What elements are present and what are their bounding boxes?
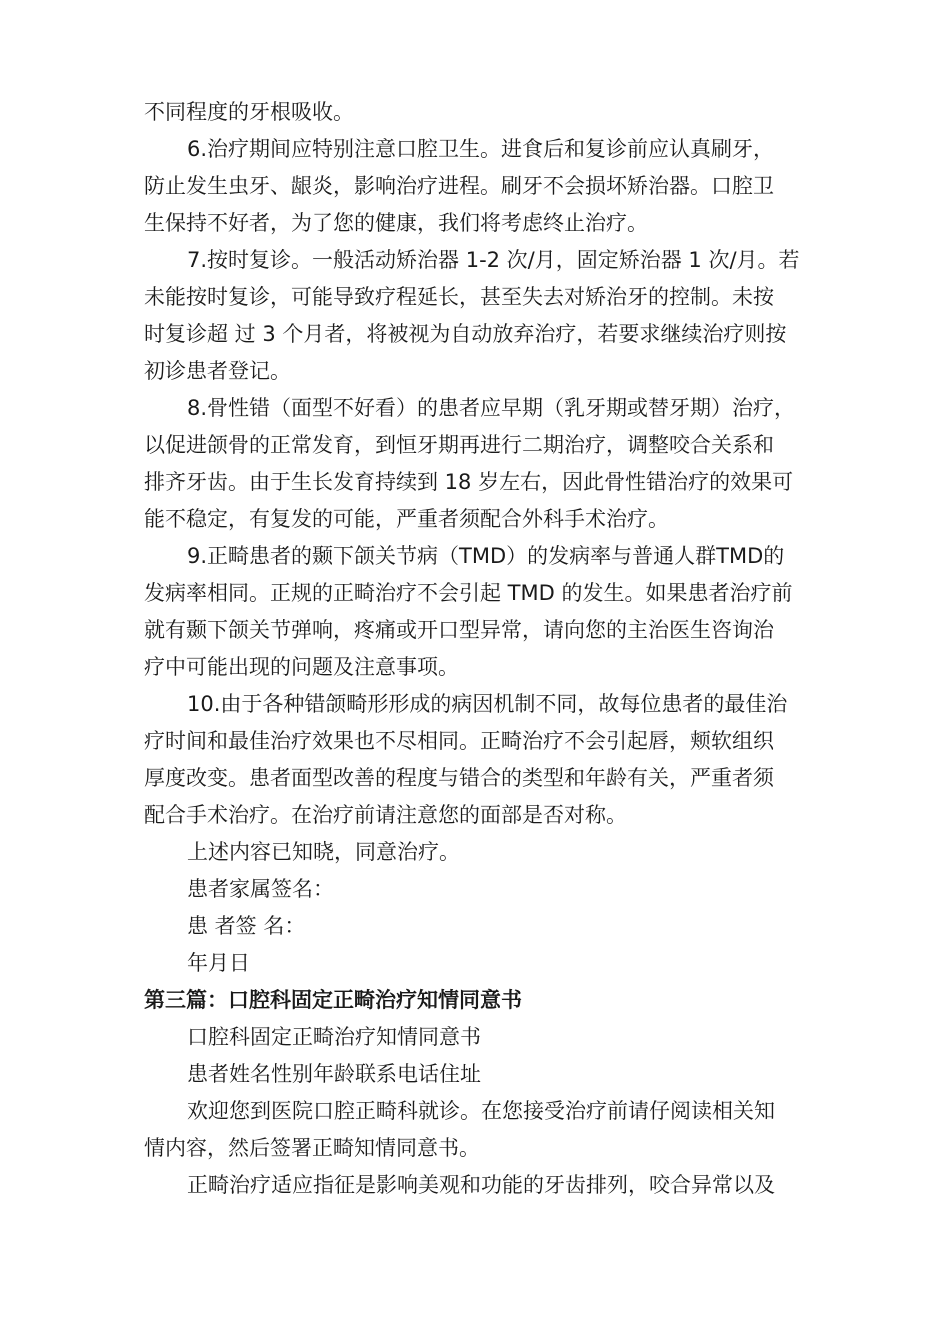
item-10-text: 10.由于各种错颌畸形形成的病因机制不同，故每位患者的最佳治 xyxy=(187,692,788,716)
welcome-text: 欢迎您到医院口腔正畸科就诊。在您接受治疗前请仔阅读相关知 xyxy=(187,1099,775,1123)
text-line: 防止发生虫牙、龈炎，影响治疗进程。刷牙不会损坏矫治器。口腔卫 xyxy=(144,174,774,198)
date-label: 年月日 xyxy=(187,951,250,975)
item-7-text: 7.按时复诊。一般活动矫治器 1-2 次/月，固定矫治器 1 次/月。若 xyxy=(187,248,800,272)
text-line: 发病率相同。正规的正畸治疗不会引起 TMD 的发生。如果患者治疗前 xyxy=(144,581,793,605)
item-9-text: 9.正畸患者的颞下颌关节病（TMD）的发病率与普通人群TMD的 xyxy=(187,544,785,568)
document-page xyxy=(144,94,810,1204)
text-line: 疗时间和最佳治疗效果也不尽相同。正畸治疗不会引起唇，颊软组织 xyxy=(144,729,774,753)
text-line: 疗中可能出现的问题及注意事项。 xyxy=(144,655,459,679)
item-8-text: 8.骨性错（面型不好看）的患者应早期（乳牙期或替牙期）治疗， xyxy=(187,396,796,420)
text-line: 生保持不好者，为了您的健康，我们将考虑终止治疗。 xyxy=(144,211,648,235)
form-title: 口腔科固定正畸治疗知情同意书 xyxy=(187,1025,481,1049)
text-line: 能不稳定，有复发的可能，严重者须配合外科手术治疗。 xyxy=(144,507,669,531)
family-signature-label: 患者家属签名： xyxy=(187,877,334,901)
indication-text: 正畸治疗适应指征是影响美观和功能的牙齿排列，咬合异常以及 xyxy=(187,1173,775,1197)
section-heading: 第三篇：口腔科固定正畸治疗知情同意书 xyxy=(144,988,522,1012)
consent-statement: 上述内容已知晓，同意治疗。 xyxy=(187,840,460,864)
text-line: 情内容，然后签署正畸知情同意书。 xyxy=(144,1136,480,1160)
text-line: 初诊患者登记。 xyxy=(144,359,291,383)
text-line: 以促进颌骨的正常发育，到恒牙期再进行二期治疗，调整咬合关系和 xyxy=(144,433,774,457)
text-line: 就有颞下颌关节弹响，疼痛或开口型异常，请向您的主治医生咨询治 xyxy=(144,618,774,642)
text-line: 排齐牙齿。由于生长发育持续到 18 岁左右，因此骨性错治疗的效果可 xyxy=(144,470,794,494)
text-line: 不同程度的牙根吸收。 xyxy=(144,100,354,124)
text-line: 厚度改变。患者面型改善的程度与错合的类型和年龄有关，严重者须 xyxy=(144,766,774,790)
text-line: 时复诊超 过 3 个月者，将被视为自动放弃治疗，若要求继续治疗则按 xyxy=(144,322,787,346)
text-line: 配合手术治疗。在治疗前请注意您的面部是否对称。 xyxy=(144,803,627,827)
item-6-text: 6.治疗期间应特别注意口腔卫生。进食后和复诊前应认真刷牙， xyxy=(187,137,775,161)
text-line: 未能按时复诊，可能导致疗程延长，甚至失去对矫治牙的控制。未按 xyxy=(144,285,774,309)
patient-signature-label: 患 者签 名： xyxy=(187,914,306,938)
patient-info-fields: 患者姓名性别年龄联系电话住址 xyxy=(187,1062,481,1086)
